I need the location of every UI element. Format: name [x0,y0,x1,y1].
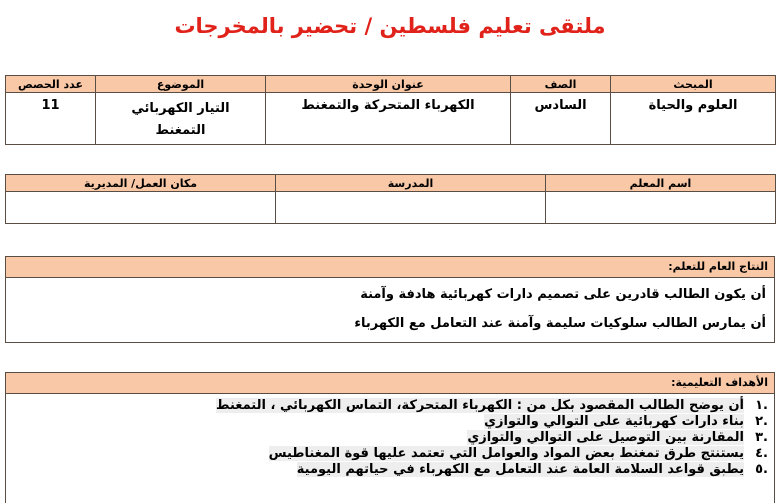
goal-text: بناء دارات كهربائية على التوالي والتوازي [484,414,744,429]
general-outcome-box [5,256,775,343]
workplace-header: مكان العمل/ المديرية [6,175,276,192]
teacher-value [546,192,776,224]
school-header: المدرسة [276,175,546,192]
teacher-info-table [5,174,776,224]
lesson-info-table [5,75,776,145]
teacher-header: اسم المعلم [546,175,776,192]
goal-text: يستنتج طرق تمغنط بعض المواد والعوامل التي تعتمد عليها قوة المغناطيس [268,446,744,461]
learning-goals-box [5,372,775,503]
unit-value: الكهرباء المتحركة والتمغنط [266,93,511,145]
subject-value: العلوم والحياة [611,93,776,145]
workplace-value [6,192,276,224]
goal-number: .٢ [755,414,768,429]
goals-list [6,394,774,478]
goals-label: الأهداف التعليمية: [6,373,774,394]
goal-text: أن يوضح الطالب المقصود بكل من : الكهرباء المتحركة، التماس الكهربائي ، التمغنط [216,398,744,413]
goal-item [6,414,774,430]
outcome-line-2: أن يمارس الطالب سلوكيات سليمة وآمنة عند التعامل مع الكهرباء [354,316,766,331]
goal-item [6,462,774,478]
topic-header: الموضوع [96,76,266,93]
topic-value [96,93,266,145]
goal-item [6,446,774,462]
goal-text: يطبق قواعد السلامة العامة عند التعامل مع الكهرباء في حياتهم اليومية [296,462,744,477]
goal-number: .٥ [755,462,768,477]
page-title: ملتقى تعليم فلسطين / تحضير بالمخرجات [174,14,606,38]
grade-value: السادس [511,93,611,145]
goal-item [6,398,774,414]
periods-value: 11 [6,93,96,145]
outcome-line-1: أن يكون الطالب قادرين على تصميم دارات كهربائية هادفة وآمنة [360,287,766,302]
subject-header: المبحث [611,76,776,93]
goal-number: .٤ [755,446,768,461]
grade-header: الصف [511,76,611,93]
topic-line-2: التمغنط [155,123,206,138]
goal-text: المقارنة بين التوصيل على التوالي والتوازي [467,430,744,445]
goal-number: .٣ [755,430,768,445]
goal-number: .١ [755,398,768,413]
topic-line-1: التيار الكهربائي [131,101,230,116]
unit-header: عنوان الوحدة [266,76,511,93]
outcome-label: النتاج العام للتعلم: [6,257,774,278]
school-value [276,192,546,224]
periods-header: عدد الحصص [6,76,96,93]
goal-item [6,430,774,446]
